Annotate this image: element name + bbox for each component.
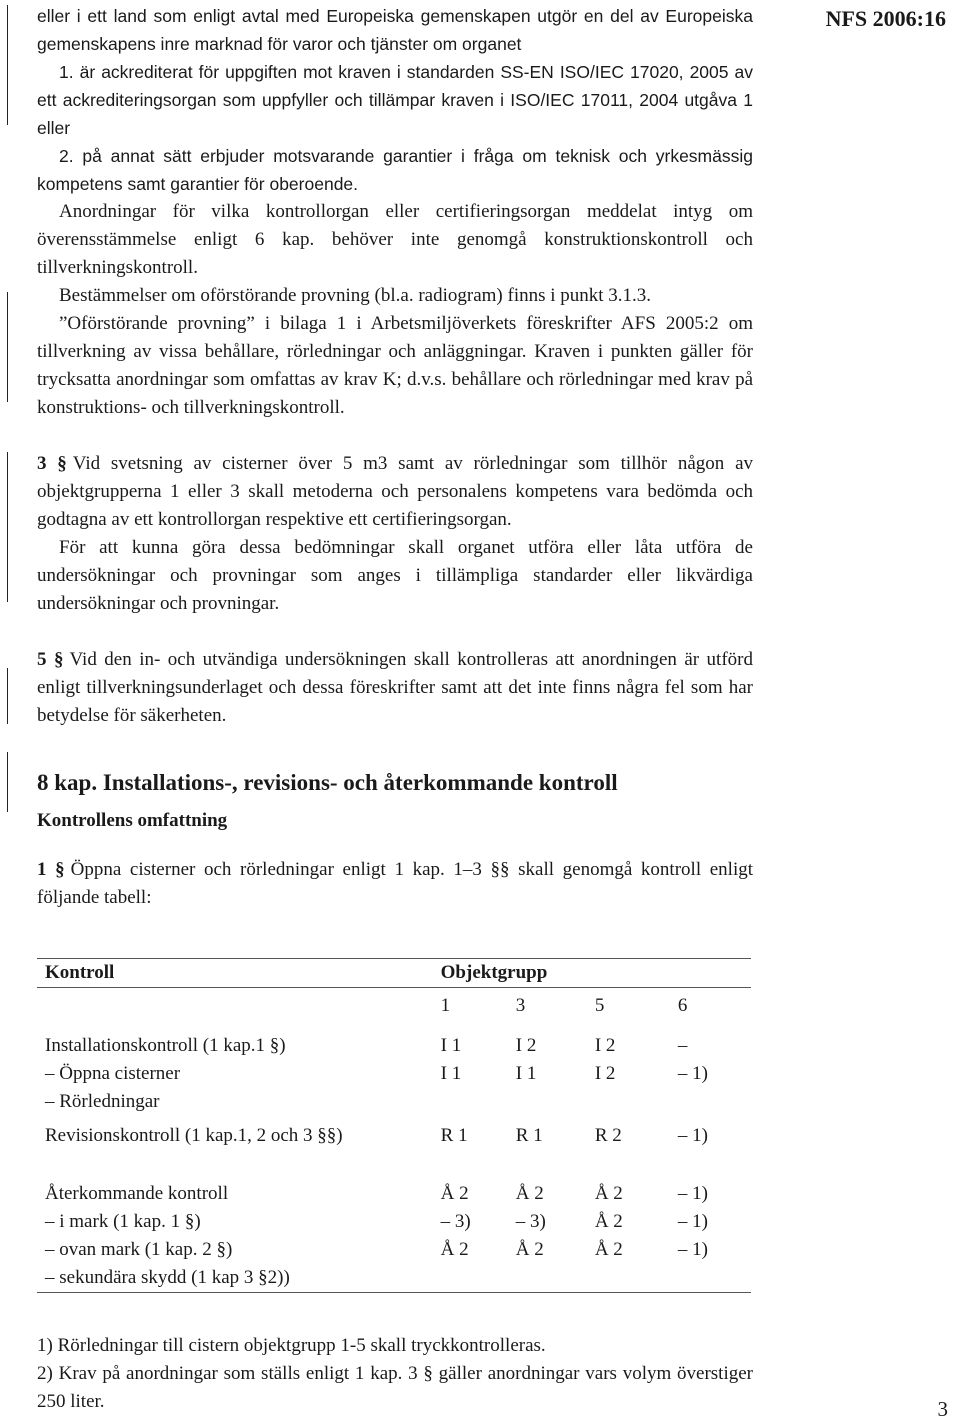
table-cell: – 1): [677, 1211, 708, 1232]
table-cell: Å 2: [440, 1183, 469, 1204]
document-code: NFS 2006:16: [825, 6, 946, 31]
table-cell: – 1): [677, 1125, 708, 1146]
table-row: [37, 1208, 751, 1236]
paragraph: Anordningar för vilka kontrollorgan eller certifieringsorgan meddelat intyg om överensstämmelse enligt 6 kap. behöver inte genomgå konstruktionskontroll och tillverkningskontroll.: [37, 201, 753, 278]
table-row: [37, 1088, 751, 1116]
table-cell: Å 2: [594, 1239, 623, 1260]
footnote-2: 2) Krav på anordningar som ställs enligt 1 kap. 3 § gäller anordningar vars volym överstiger 250 liter.: [37, 1363, 753, 1412]
table-cell: Å 2: [594, 1211, 623, 1232]
section-number: 5 §: [37, 649, 64, 670]
section-number: 1 §: [37, 859, 65, 880]
table-cell: I 1: [515, 1063, 537, 1084]
table-cell: – 3): [515, 1211, 546, 1232]
column-header: 6: [677, 995, 688, 1016]
change-bar: [7, 668, 8, 724]
table-row: [37, 1032, 751, 1060]
table-row: [37, 1180, 751, 1208]
table-cell: I 2: [594, 1063, 616, 1084]
table-cell: I 2: [515, 1035, 537, 1056]
change-bar: [7, 452, 8, 602]
table-cell: – 3): [440, 1211, 471, 1232]
table-cell: Å 2: [594, 1183, 623, 1204]
table-cell: I 2: [594, 1035, 616, 1056]
paragraph: För att kunna göra dessa bedömningar skall organet utföra eller låta utföra de undersökningar och provningar som anges i tillämpliga standarder eller likvärdiga undersökningar och provningar.: [37, 537, 753, 614]
table-cell: –: [677, 1035, 688, 1056]
row-label: – Rörledningar: [45, 1091, 160, 1112]
table-cell: – 1): [677, 1063, 708, 1084]
table-cell: Å 2: [515, 1239, 544, 1260]
paragraph: eller i ett land som enligt avtal med Europeiska gemenskapen utgör en del av Europeiska gemenskapens inre marknad för varor och tjänster om organet: [37, 6, 753, 54]
change-bar: [7, 752, 8, 812]
row-label: – sekundära skydd (1 kap 3 §2)): [45, 1267, 290, 1288]
section-3: [37, 450, 753, 618]
table-cell: – 1): [677, 1239, 708, 1260]
change-bar: [7, 5, 8, 125]
column-header: 3: [515, 995, 526, 1016]
table-cell: I 1: [440, 1063, 462, 1084]
table-cell: – 1): [677, 1183, 708, 1204]
header-kontroll: Kontroll: [45, 962, 115, 983]
paragraph: Öppna cisterner och rörledningar enligt 1 kap. 1–3 §§ skall genomgå kontroll enligt följande tabell:: [37, 859, 753, 908]
list-item-2: 2. på annat sätt erbjuder motsvarande garantier i fråga om teknisk och yrkesmässig kompetens samt garantier för oberoende.: [37, 146, 753, 194]
page-number: 3: [937, 1397, 948, 1421]
change-bar: [7, 292, 8, 402]
header-objektgrupp: Objektgrupp: [440, 962, 548, 983]
row-label: – Öppna cisterner: [45, 1063, 181, 1084]
table-cell: I 1: [440, 1035, 462, 1056]
column-header: 5: [594, 995, 605, 1016]
row-label: – i mark (1 kap. 1 §): [45, 1211, 201, 1232]
row-label: Installationskontroll (1 kap.1 §): [45, 1035, 286, 1056]
subheading: Kontrollens omfattning: [37, 810, 228, 831]
list-item-1: 1. är ackrediterat för uppgiften mot kraven i standarden SS-EN ISO/IEC 17020, 2005 av ett ackrediteringsorgan som uppfyller och tillämpar kraven i ISO/IEC 17011, 2004 utgåva 1 eller: [37, 62, 753, 138]
chapter-title: 8 kap. Installations-, revisions- och återkommande kontroll: [37, 770, 618, 795]
control-table: [37, 958, 751, 1293]
table-cell: R 1: [440, 1125, 468, 1146]
chapter-8: [37, 770, 753, 912]
paragraph: Vid svetsning av cisterner över 5 m3 samt av rörledningar som tillhör någon av objektgrupperna 1 eller 3 skall metoderna och personalens kompetens vara bedömda och godtagna av ett kontrollorgan respektive ett certifieringsorgan.: [37, 453, 753, 530]
table-row: [37, 1122, 751, 1150]
table-row: [37, 1060, 751, 1088]
paragraph: ”Oförstörande provning” i bilaga 1 i Arbetsmiljöverkets föreskrifter AFS 2005:2 om tillverkning av vissa behållare, rörledningar och anläggningar. Kraven i punkten gäller för trycksatta anordningar som omfattas av krav K; d.v.s. behållare och rörledningar med krav på konstruktions- och tillverkningskontroll.: [37, 313, 753, 418]
row-label: – ovan mark (1 kap. 2 §): [45, 1239, 233, 1260]
upper-text: [37, 2, 753, 422]
paragraph: Bestämmelser om oförstörande provning (bl.a. radiogram) finns i punkt 3.1.3.: [59, 285, 652, 306]
table-row: [37, 1264, 751, 1293]
section-number: 3 §: [37, 453, 67, 474]
table-cell: R 2: [594, 1125, 622, 1146]
row-label: Återkommande kontroll: [45, 1183, 229, 1204]
section-5: [37, 646, 753, 730]
table-cell: Å 2: [440, 1239, 469, 1260]
table-row: [37, 1236, 751, 1264]
column-header: 1: [440, 995, 451, 1016]
paragraph: Vid den in- och utvändiga undersökningen skall kontrolleras att anordningen är utförd enligt tillverkningsunderlaget och dessa föreskrifter samt att det inte finns några fel som har betydelse för säkerheten.: [37, 649, 753, 726]
table-cell: R 1: [515, 1125, 543, 1146]
table-cell: Å 2: [515, 1183, 544, 1204]
footnotes: [37, 1332, 753, 1416]
row-label: Revisionskontroll (1 kap.1, 2 och 3 §§): [45, 1125, 343, 1146]
footnote-1: 1) Rörledningar till cistern objektgrupp 1-5 skall tryckkontrolleras.: [37, 1335, 546, 1356]
